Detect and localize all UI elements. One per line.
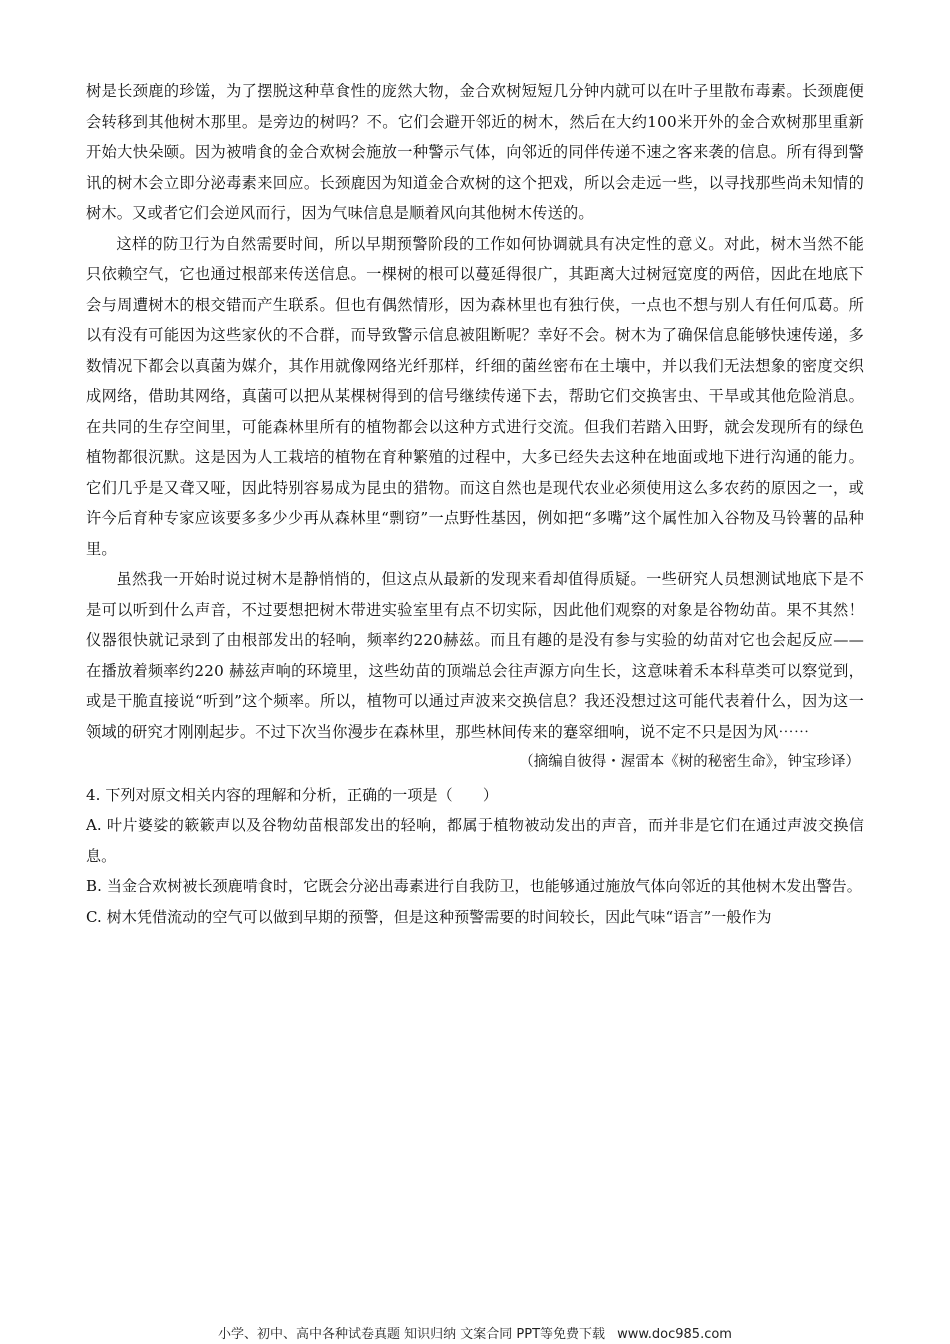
reading-passage bbox=[86, 76, 864, 747]
option-b: B. 当金合欢树被长颈鹿啃食时，它既会分泌出毒素进行自我防卫，也能够通过施放气体向邻近的其他树木发出警告。 bbox=[86, 877, 862, 895]
paragraph-2: 这样的防卫行为自然需要时间，所以早期预警阶段的工作如何协调就具有决定性的意义。对此，树木当然不能只依赖空气，它也通过根部来传送信息。一棵树的根可以蔓延得很广，其距离大过树冠宽度的两倍，因此在地底下会与周遭树木的根交错而产生联系。但也有偶然情形，因为森林里也有独行侠，一点也不想与别人有任何瓜葛。所以有没有可能因为这些家伙的不合群，而导致警示信息被阻断呢？幸好不会。树木为了确保信息能够快速传递，多数情况下都会以真菌为媒介，其作用就像网络光纤那样，纤细的菌丝密布在土壤中，并以我们无法想象的密度交织成网络，借助其网络，真菌可以把从某棵树得到的信号继续传递下去，帮助它们交换害虫、干旱或其他危险消息。在共同的生存空间里，可能森林里所有的植物都会以这种方式进行交流。但我们若踏入田野，就会发现所有的绿色植物都很沉默。这是因为人工栽培的植物在育种繁殖的过程中，大多已经失去这种在地面或地下进行沟通的能力。它们几乎是又聋又哑，因此特别容易成为昆虫的猎物。而这自然也是现代农业必须使用这么多农药的原因之一，或许今后育种专家应该要多多少少再从森林里“剽窃”一点野性基因，例如把“多嘴”这个属性加入谷物及马铃薯的品种里。 bbox=[86, 234, 864, 558]
footer-text: 小学、初中、高中各种试卷真题 知识归纳 文案合同 PPT等免费下载 bbox=[218, 1327, 606, 1342]
question-4 bbox=[86, 780, 864, 933]
question-stem: 4. 下列对原文相关内容的理解和分析，正确的一项是（ ） bbox=[86, 785, 498, 804]
paragraph-1: 树是长颈鹿的珍馐，为了摆脱这种草食性的庞然大物，金合欢树短短几分钟内就可以在叶子里散布毒素。长颈鹿便会转移到其他树木那里。是旁边的树吗？不。它们会避开邻近的树木，然后在大约100米开外的金合欢树那里重新开始大快朵颐。因为被啃食的金合欢树会施放一种警示气体，向邻近的同伴传递不速之客来袭的信息。所有得到警讯的树木会立即分泌毒素来回应。长颈鹿因为知道金合欢树的这个把戏，所以会走远一些，以寻找那些尚未知情的树木。又或者它们会逆风而行，因为气味信息是顺着风向其他树木传送的。 bbox=[86, 82, 864, 222]
option-a: A. 叶片婆娑的簌簌声以及谷物幼苗根部发出的轻响，都属于植物被动发出的声音，而并非是它们在通过声波交换信息。 bbox=[86, 816, 864, 865]
source-citation: （摘编自彼得・渥雷本《树的秘密生命》，钟宝珍译） bbox=[519, 754, 860, 770]
paragraph-3: 虽然我一开始时说过树木是静悄悄的，但这点从最新的发现来看却值得质疑。一些研究人员想测试地底下是不是可以听到什么声音，不过要想把树木带进实验室里有点不切实际，因此他们观察的对象是谷物幼苗。果不其然！仪器很快就记录到了由根部发出的轻响，频率约220赫兹。而且有趣的是没有参与实验的幼苗对它也会起反应——在播放着频率约220 赫兹声响的环境里，这些幼苗的顶端总会往声源方向生长，这意味着禾本科草类可以察觉到，或是干脆直接说“听到”这个频率。所以，植物可以通过声波来交换信息？我还没想过这可能代表着什么，因为这一领域的研究才刚刚起步。不过下次当你漫步在森林里，那些林间传来的蹇窣细响，说不定不只是因为风⋯⋯ bbox=[86, 570, 864, 741]
option-c: C. 树木凭借流动的空气可以做到早期的预警，但是这种预警需要的时间较长，因此气味“语言”一般作为 bbox=[86, 907, 772, 926]
document-page bbox=[86, 76, 864, 932]
footer-url[interactable]: www.doc985.com bbox=[617, 1327, 732, 1342]
page-footer bbox=[0, 1323, 950, 1342]
